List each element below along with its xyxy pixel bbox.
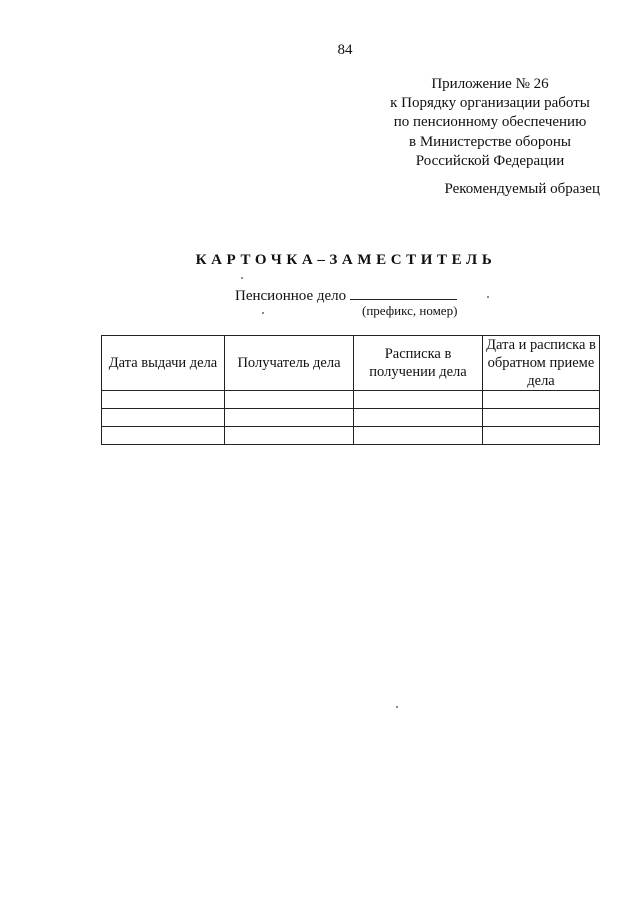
table-row [102, 391, 600, 409]
table-cell [225, 427, 354, 445]
scan-speck [487, 296, 489, 298]
table-cell [225, 409, 354, 427]
table-cell [102, 427, 225, 445]
column-header-receipt: Расписка в получении дела [354, 336, 483, 391]
column-header-recipient: Получатель дела [225, 336, 354, 391]
appendix-line: Приложение № 26 [431, 76, 549, 92]
page-number: 84 [337, 42, 353, 58]
table-row [102, 427, 600, 445]
table-cell [102, 391, 225, 409]
pension-file-blank [350, 287, 457, 300]
scan-speck [396, 706, 398, 708]
table-cell [354, 409, 483, 427]
appendix-block [360, 75, 620, 171]
table-cell [354, 427, 483, 445]
appendix-line: Российской Федерации [415, 152, 565, 169]
table-cell [354, 391, 483, 409]
table-cell [225, 391, 354, 409]
table-cell [483, 427, 600, 445]
document-title: КАРТОЧКА–ЗАМЕСТИТЕЛЬ [195, 252, 497, 268]
appendix-line: к Порядку организации работы [390, 95, 590, 112]
column-header-issue-date: Дата выдачи дела [102, 336, 225, 391]
table-cell [483, 391, 600, 409]
records-table [101, 335, 600, 445]
pension-file-label: Пенсионное дело [235, 288, 347, 304]
table-cell [102, 409, 225, 427]
column-header-return-date: Дата и расписка в обратном приеме дела [483, 336, 600, 391]
pension-file-hint: (префикс, номер) [362, 303, 458, 318]
table-header-row [102, 336, 600, 391]
appendix-line: в Министерстве обороны [409, 133, 571, 150]
scan-speck [262, 312, 264, 314]
appendix-line: по пенсионному обеспечению [393, 114, 587, 131]
table-row [102, 409, 600, 427]
recommended-sample-label: Рекомендуемый образец [444, 181, 600, 197]
table-cell [483, 409, 600, 427]
scan-speck [241, 277, 243, 279]
